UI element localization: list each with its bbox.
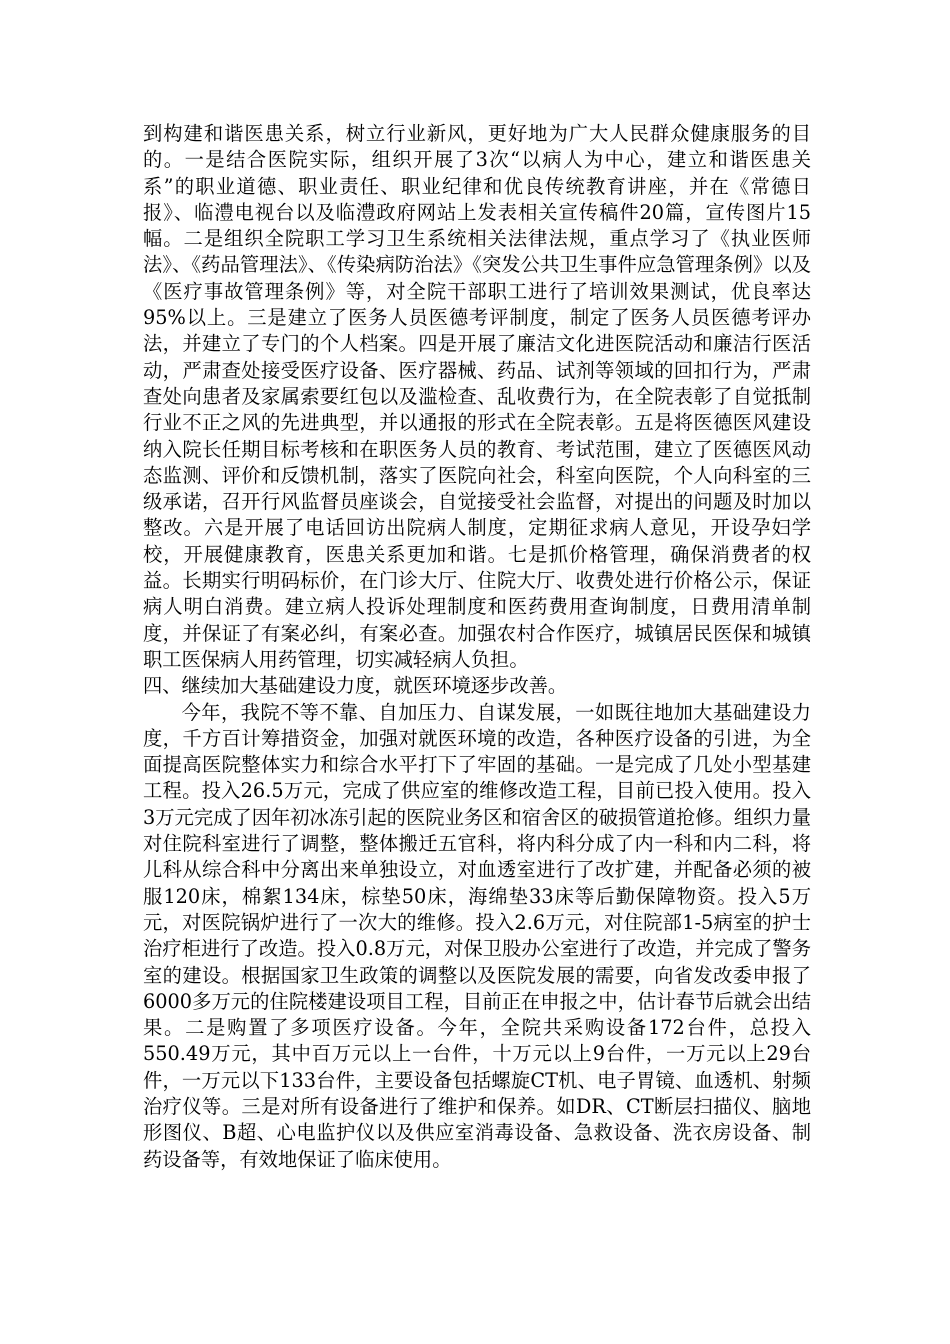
body-paragraph: 今年，我院不等不靠、自加压力、自谋发展，一如既往地加大基础建设力度，千方百计筹措资金，加强对就医环境的改造，各种医疗设备的引进，为全面提高医院整体实力和综合水平打下了牢固的基础。一是完成了几处小型基建工程。投入26.5万元，完成了供应室的维修改造工程，目前已投入使用。投入3万元完成了因年初冰冻引起的医院业务区和宿舍区的破损管道抢修。组织力量对住院科室进行了调整，整体搬迁五官科，将内科分成了内一科和内二科，将儿科从综合科中分离出来单独设立，对血透室进行了改扩建，并配备必须的被服120床，棉絮134床，棕垫50床，海绵垫33床等后勤保障物资。投入5万元，对医院锅炉进行了一次大的维修。投入2.6万元，对住院部1-5病室的护士治疗柜进行了改造。投入0.8万元，对保卫股办公室进行了改造，并完成了警务室的建设。根据国家卫生政策的调整以及医院发展的需要，向省发改委申报了6000多万元的住院楼建设项目工程，目前正在申报之中，估计春节后就会出结果。二是购置了多项医疗设备。今年，全院共采购设备172台件，总投入550.49万元，其中百万元以上一台件，十万元以上9台件，一万元以上29台件，一万元以下133台件，主要设备包括螺旋CT机、电子胃镜、血透机、射频治疗仪等。三是对所有设备进行了维护和保养。如DR、CT断层扫描仪、脑地形图仪、B超、心电监护仪以及供应室消毒设备、急救设备、洗衣房设备、制药设备等，有效地保证了临床使用。 — [143, 700, 811, 1171]
section-heading: 四、继续加大基础建设力度，就医环境逐步改善。 — [143, 674, 568, 698]
body-paragraph: 到构建和谐医患关系，树立行业新风，更好地为广大人民群众健康服务的目的。一是结合医院实际，组织开展了3次“以病人为中心，建立和谐医患关系”的职业道德、职业责任、职业纪律和优良传统教育讲座，并在《常德日报》、临澧电视台以及临澧政府网站上发表相关宣传稿件20篇，宣传图片15幅。二是组织全院职工学习卫生系统相关法律法规，重点学习了《执业医师法》、《药品管理法》、《传染病防治法》《突发公共卫生事件应急管理条例》以及《医疗事故管理条例》等，对全院干部职工进行了培训效果测试，优良率达95%以上。三是建立了医务人员医德考评制度，制定了医务人员医德考评办法，并建立了专门的个人档案。四是开展了廉洁文化进医院活动和廉洁行医活动，严肃查处接受医疗设备、医疗器械、药品、试剂等领域的回扣行为，严肃查处向患者及家属索要红包以及滥检查、乱收费行为，在全院表彰了自觉抵制行业不正之风的先进典型，并以通报的形式在全院表彰。五是将医德医风建设纳入院长任期目标考核和在职医务人员的教育、考试范围，建立了医德医风动态监测、评价和反馈机制，落实了医院向社会，科室向医院，个人向科室的三级承诺，召开行风监督员座谈会，自觉接受社会监督，对提出的问题及时加以整改。六是开展了电话回访出院病人制度，定期征求病人意见，开设孕妇学校，开展健康教育，医患关系更加和谐。七是抓价格管理，确保消费者的权益。长期实行明码标价，在门诊大厅、住院大厅、收费处进行价格公示，保证病人明白消费。建立病人投诉处理制度和医药费用查询制度，日费用清单制度，并保证了有案必纠，有案必查。加强农村合作医疗，城镇居民医保和城镇职工医保病人用药管理，切实减轻病人负担。 — [143, 122, 811, 671]
document-page — [143, 121, 811, 1173]
